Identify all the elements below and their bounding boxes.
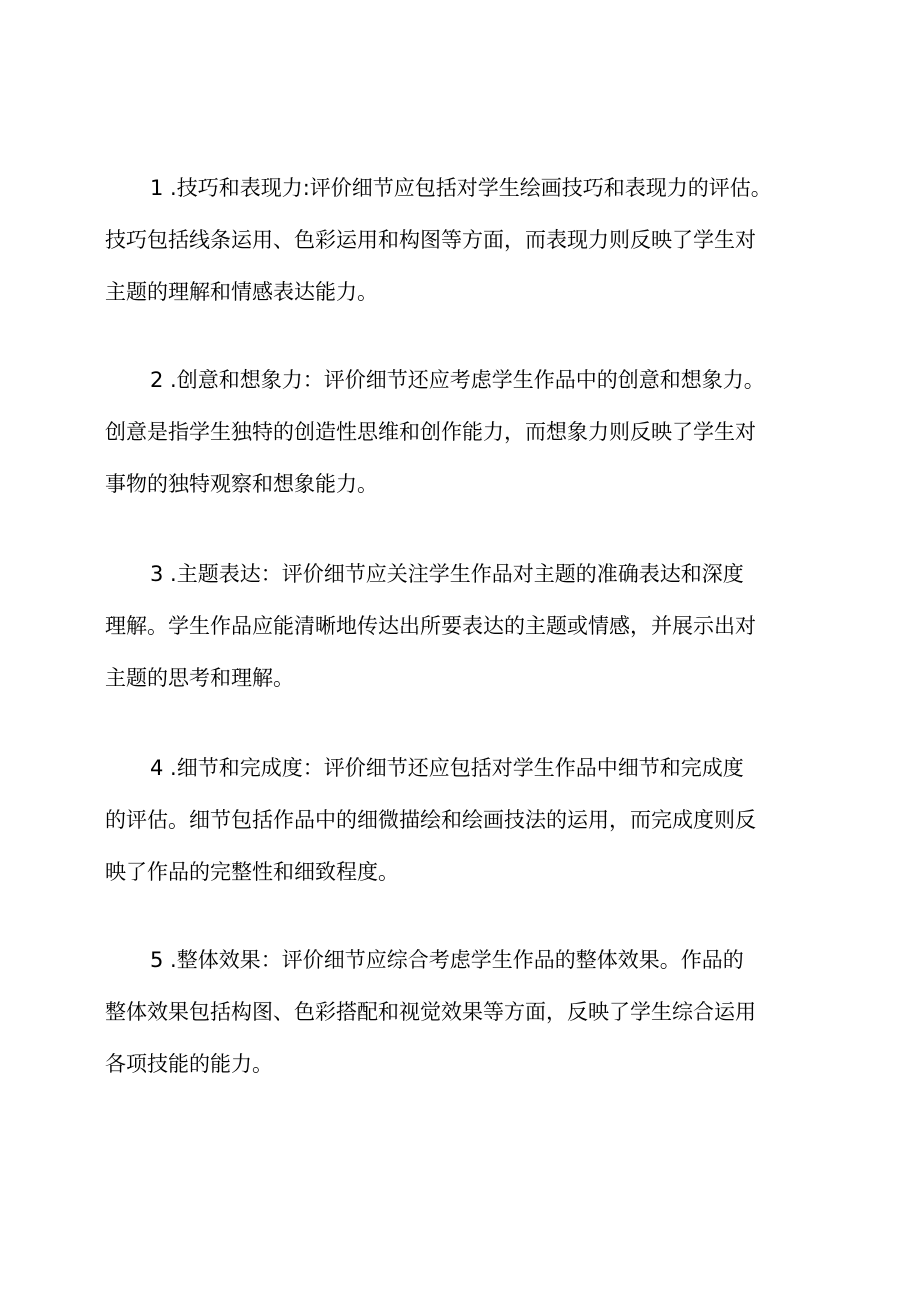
paragraph-line: 整体效果包括构图、色彩搭配和视觉效果等方面，反映了学生综合运用 xyxy=(105,1000,756,1024)
paragraph-technique xyxy=(105,162,835,318)
paragraph-line: 5 .整体效果：评价细节应综合考虑学生作品的整体效果。作品的 xyxy=(150,948,744,972)
paragraph-line: 1 .技巧和表现力:评价细节应包括对学生绘画技巧和表现力的评估。 xyxy=(150,176,772,200)
paragraph-overall-effect xyxy=(105,934,835,1090)
paragraph-line: 3 .主题表达：评价细节应关注学生作品对主题的准确表达和深度 xyxy=(150,562,744,586)
paragraph-line: 技巧包括线条运用、色彩运用和构图等方面，而表现力则反映了学生对 xyxy=(105,228,756,252)
paragraph-line: 主题的理解和情感表达能力。 xyxy=(105,280,378,304)
paragraph-line: 的评估。细节包括作品中的细微描绘和绘画技法的运用，而完成度则反 xyxy=(105,808,756,832)
paragraph-line: 创意是指学生独特的创造性思维和创作能力，而想象力则反映了学生对 xyxy=(105,420,756,444)
paragraph-line: 主题的思考和理解。 xyxy=(105,666,294,690)
paragraph-line: 各项技能的能力。 xyxy=(105,1052,273,1076)
paragraph-line: 4 .细节和完成度：评价细节还应包括对学生作品中细节和完成度 xyxy=(150,756,744,780)
paragraph-creativity xyxy=(105,354,835,510)
paragraph-theme-expression xyxy=(105,548,835,704)
paragraph-line: 事物的独特观察和想象能力。 xyxy=(105,472,378,496)
paragraph-line: 映了作品的完整性和细致程度。 xyxy=(105,860,399,884)
paragraph-line: 理解。学生作品应能清晰地传达出所要表达的主题或情感，并展示出对 xyxy=(105,614,756,638)
paragraph-line: 2 .创意和想象力：评价细节还应考虑学生作品中的创意和想象力。 xyxy=(150,368,765,392)
paragraph-detail-completion xyxy=(105,742,835,898)
